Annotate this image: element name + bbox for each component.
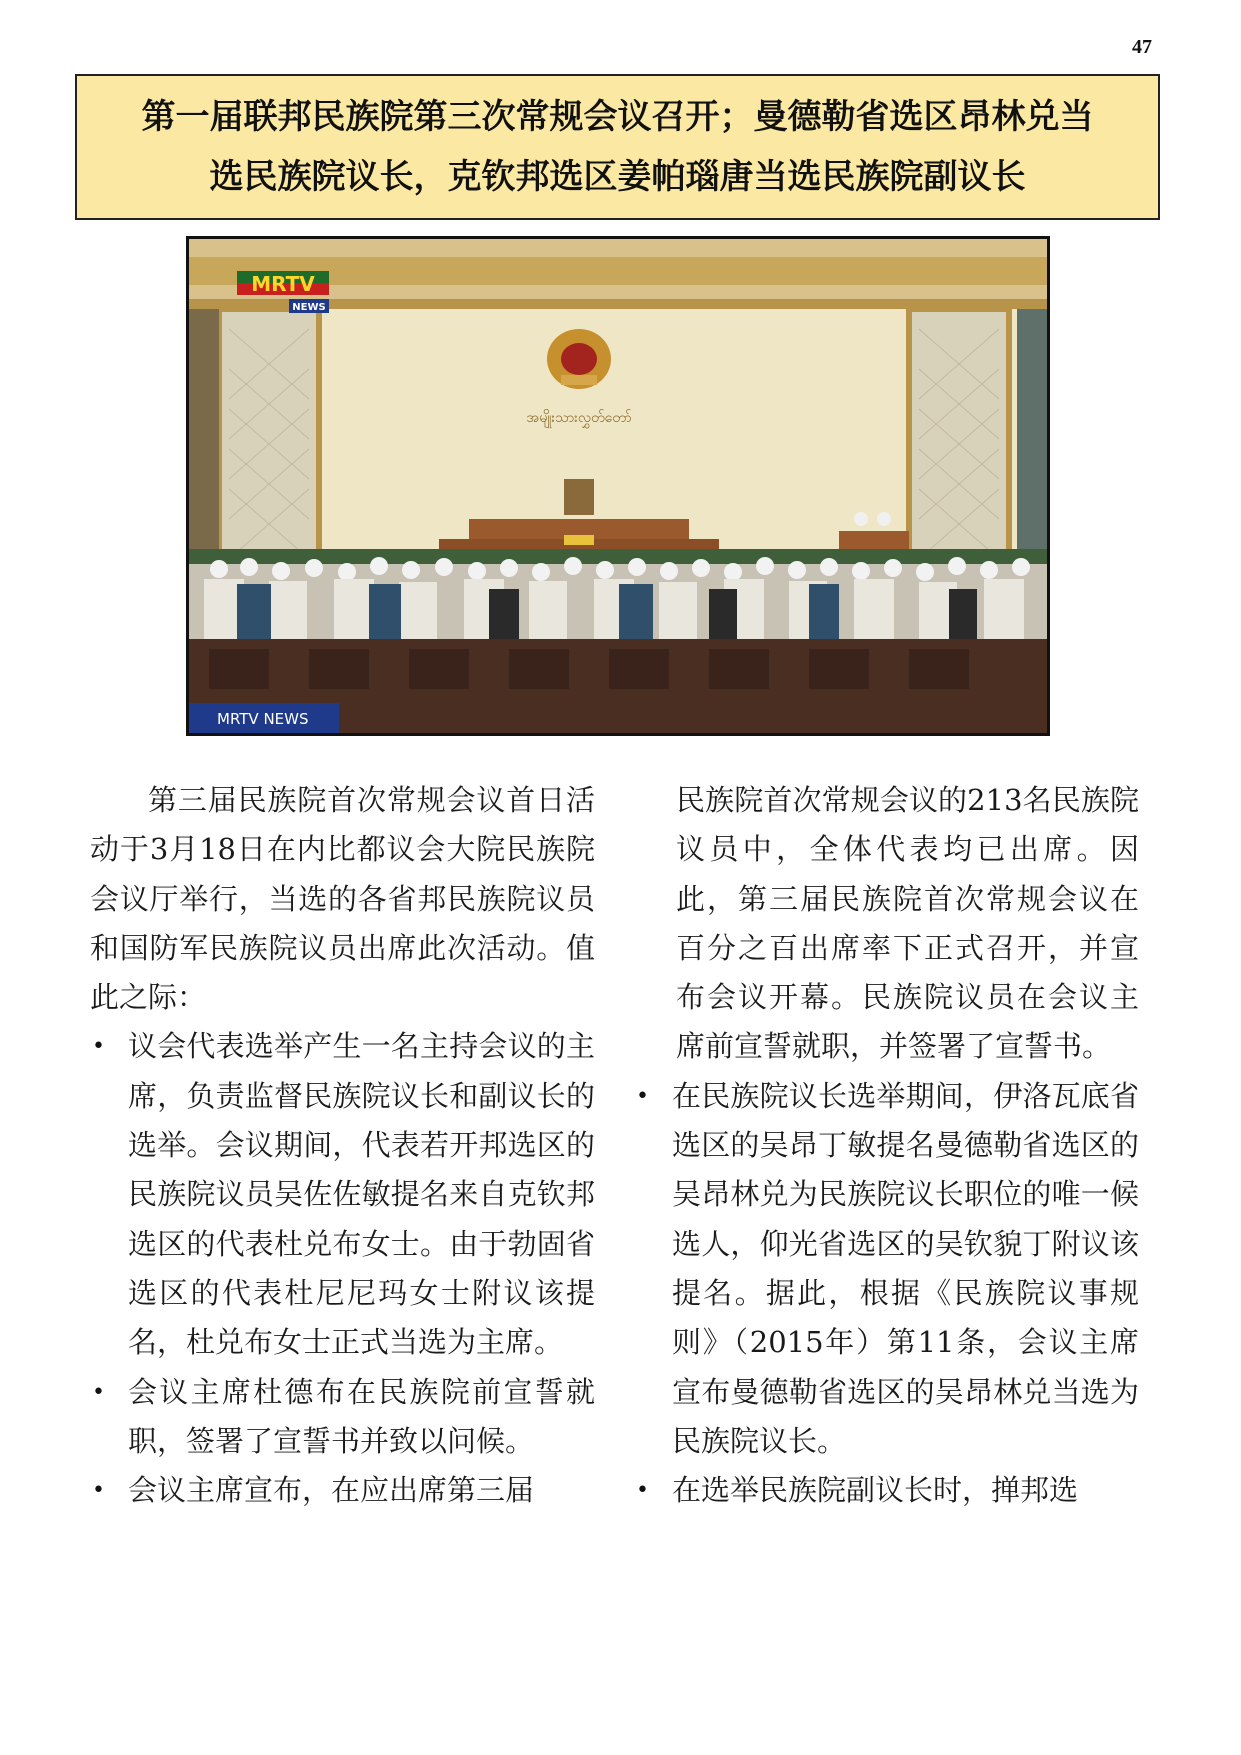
right-column <box>634 776 1139 1515</box>
page-number: 47 <box>1132 36 1152 58</box>
wall-inscription: အမျိုးသားလွှတ်တော် <box>526 410 632 426</box>
state-emblem <box>547 329 611 389</box>
bullet-icon: • <box>92 1379 105 1405</box>
bullet-text: 会议主席杜德布在民族院前宣誓就职，签署了宣誓书并致以问候。 <box>128 1374 595 1458</box>
bullet-item <box>90 1022 595 1367</box>
headline-line-1: 第一届联邦民族院第三次常规会议召开；曼德勒省选区昂林兑当 <box>141 97 1094 137</box>
golden-mace <box>564 535 594 545</box>
news-photo <box>186 236 1050 736</box>
bullet-icon: • <box>636 1083 649 1109</box>
left-column <box>90 776 595 1515</box>
bullet-icon: • <box>92 1034 105 1060</box>
right-lattice-panel <box>909 309 1009 569</box>
mrtv-logo-subtext: NEWS <box>292 302 326 313</box>
bullet-item <box>90 1368 595 1467</box>
bullet-text: 在选举民族院副议长时，掸邦选 <box>672 1473 1079 1508</box>
mrtv-logo-text: MRTV <box>251 272 315 296</box>
left-bullet-list <box>90 1022 595 1515</box>
bullet-icon: • <box>636 1478 649 1504</box>
left-lattice-panel <box>219 309 319 569</box>
bullet-text: 会议主席宣布，在应出席第三届 <box>128 1473 535 1508</box>
bullet-item <box>90 1466 595 1515</box>
news-banner-text: MRTV NEWS <box>217 710 309 728</box>
left-side-wall <box>189 309 219 569</box>
speaker-chair <box>564 479 594 515</box>
right-bullet-list <box>634 776 1139 1515</box>
bullet-text: 在民族院议长选举期间，伊洛瓦底省选区的吴昂丁敏提名曼德勒省选区的吴昂林兑为民族院议长职位的唯一候选人，仰光省选区的吴钦貌丁附议该提名。据此，根据《民族院议事规则》（2015年）第11条，会议主席宣布曼德勒省选区的吴昂林兑当选为民族院议长。 <box>672 1078 1139 1458</box>
bullet-text: 议会代表选举产生一名主持会议的主席，负责监督民族院议长和副议长的选举。会议期间，代表若开邦选区的民族院议员吴佐佐敏提名来自克钦邦选区的代表杜兑布女士。由于勃固省选区的代表杜尼尼玛女士附议该提名，杜兑布女士正式当选为主席。 <box>128 1029 595 1360</box>
continued-bullet-text <box>634 776 1139 1072</box>
bullet-item <box>634 1466 1139 1515</box>
parliament-hall-illustration <box>189 239 1047 733</box>
continuation-text: 民族院首次常规会议的213名民族院议员中，全体代表均已出席。因此，第三届民族院首次常规会议在百分之百出席率下正式召开，并宣布会议开幕。民族院议员在会议主席前宣誓就职，并签署了宣誓书。 <box>676 783 1139 1064</box>
headline-box <box>75 74 1160 220</box>
bullet-item <box>634 1072 1139 1466</box>
right-side-wall <box>1017 309 1047 569</box>
intro-paragraph: 第三届民族院首次常规会议首日活动于3月18日在内比都议会大院民族院会议厅举行，当选的各省邦民族院议员和国防军民族院议员出席此次活动。值此之际： <box>90 783 595 1015</box>
headline-line-2: 选民族院议长，克钦邦选区姜帕瑙唐当选民族院副议长 <box>209 157 1026 197</box>
standing-members <box>189 557 1047 649</box>
bullet-icon: • <box>92 1478 105 1504</box>
